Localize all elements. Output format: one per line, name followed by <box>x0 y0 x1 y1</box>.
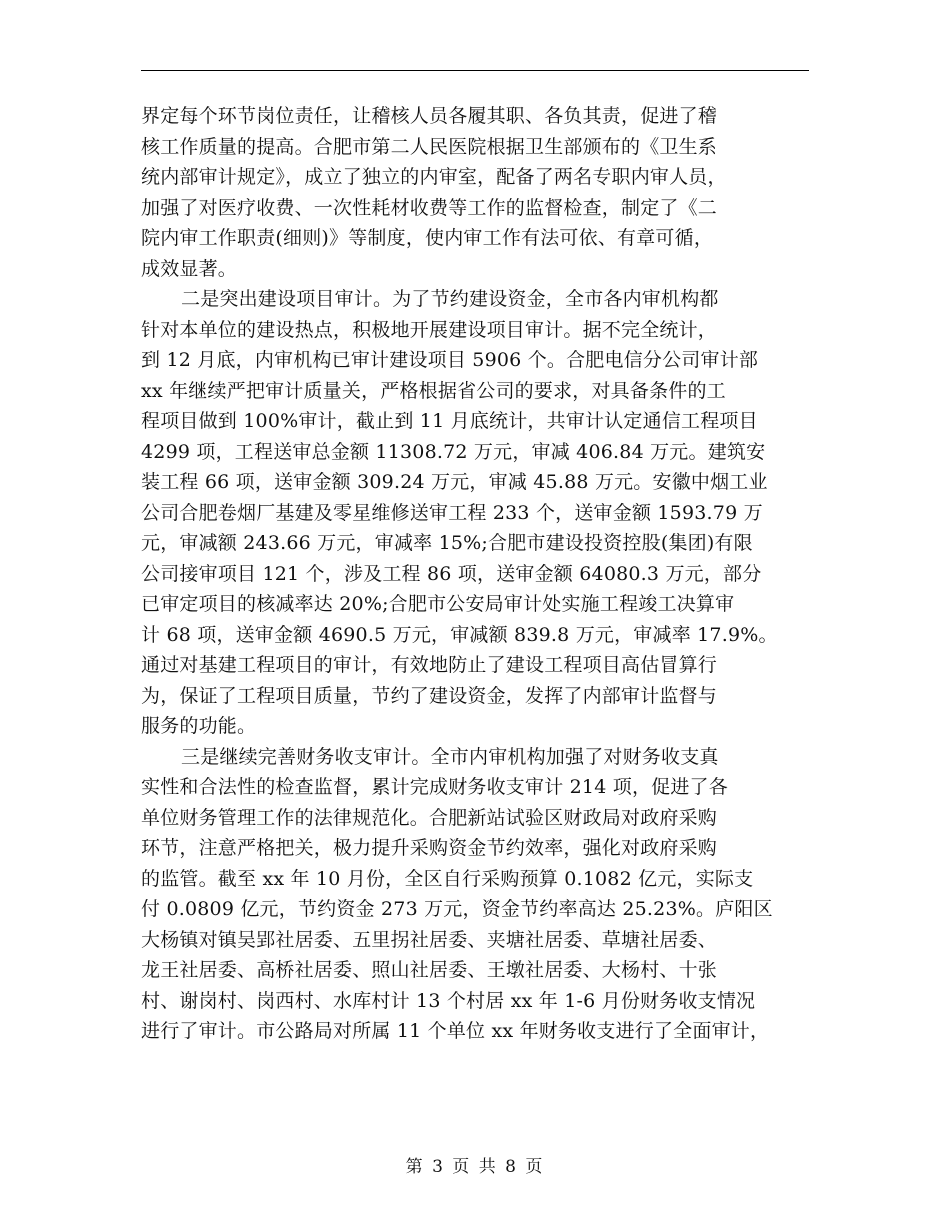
text-line: 进行了审计。市公路局对所属 11 个单位 xx 年财务收支进行了全面审计， <box>141 1020 770 1042</box>
text-line: 三是继续完善财务收支审计。全市内审机构加强了对财务收支真 <box>181 745 719 768</box>
text-line: 院内审工作职责(细则)》等制度，使内审工作有法可依、有章可循， <box>141 227 714 249</box>
header-rule <box>141 70 809 71</box>
text-line: 公司合肥卷烟厂基建及零星维修送审工程 233 个，送审金额 1593.79 万 <box>141 501 763 524</box>
text-line: 统内部审计规定》，成立了独立的内审室，配备了两名专职内审人员， <box>141 166 727 188</box>
text-line: 大杨镇对镇吴郢社居委、五里拐社居委、夹塘社居委、草塘社居委、 <box>141 928 718 951</box>
text-line: 装工程 66 项，送审金额 309.24 万元，审减 45.88 万元。安徽中烟工业 <box>141 471 768 493</box>
text-line: 界定每个环节岗位责任，让稽核人员各履其职、各负其责，促进了稽 <box>141 105 718 127</box>
text-line: 针对本单位的建设热点，积极地开展建设项目审计。据不完全统计， <box>141 318 718 341</box>
text-line: 为，保证了工程项目质量，节约了建设资金，发挥了内部审计监督与 <box>141 684 718 707</box>
text-line: 计 68 项，送审金额 4690.5 万元，审减额 839.8 万元，审减率 17.9%。 <box>141 623 778 646</box>
text-line: 村、谢岗村、岗西村、水库村计 13 个村居 xx 年 1-6 月份财务收支情况 <box>141 989 756 1012</box>
text-line: 已审定项目的核减率达 20%;合肥市公安局审计处实施工程竣工决算审 <box>141 593 735 615</box>
text-line: 4299 项，工程送审总金额 11308.72 万元，审减 406.84 万元。建筑安 <box>141 440 766 463</box>
text-line: 成效显著。 <box>141 257 238 280</box>
text-line: 服务的功能。 <box>141 715 257 737</box>
text-line: 元，审减额 243.66 万元，审减率 15%;合肥市建设投资控股(集团)有限 <box>141 532 753 554</box>
text-line: 实性和合法性的检查监督，累计完成财务收支审计 214 项，促进了各 <box>141 776 728 798</box>
text-line: 程项目做到 100%审计，截止到 11 月底统计，共审计认定通信工程项目 <box>141 410 758 432</box>
body-text <box>141 101 817 1047</box>
page-number-footer: 第 3 页 共 8 页 <box>405 1157 545 1177</box>
text-line: 环节，注意严格把关，极力提升采购资金节约效率，强化对政府采购 <box>141 837 718 859</box>
text-line: 公司接审项目 121 个，涉及工程 86 项，送审金额 64080.3 万元，部分 <box>141 562 762 585</box>
text-line: 到 12 月底，内审机构已审计建设项目 5906 个。合肥电信分公司审计部 <box>141 349 759 371</box>
text-line: 付 0.0809 亿元，节约资金 273 万元，资金节约率高达 25.23%。庐阳区 <box>141 898 773 920</box>
text-line: 单位财务管理工作的法律规范化。合肥新站试验区财政局对政府采购 <box>141 806 718 829</box>
text-line: 二是突出建设项目审计。为了节约建设资金，全市各内审机构都 <box>181 288 719 310</box>
text-line: xx 年继续严把审计质量关，严格根据省公司的要求，对具备条件的工 <box>141 379 726 402</box>
text-line: 龙王社居委、高桥社居委、照山社居委、王墩社居委、大杨村、十张 <box>141 959 718 981</box>
text-line: 加强了对医疗收费、一次性耗材收费等工作的监督检查，制定了《二 <box>141 196 718 219</box>
text-line: 的监管。截至 xx 年 10 月份，全区自行采购预算 0.1082 亿元，实际支 <box>141 867 754 890</box>
text-line: 核工作质量的提高。合肥市第二人民医院根据卫生部颁布的《卫生系 <box>141 135 718 158</box>
text-line: 通过对基建工程项目的审计，有效地防止了建设工程项目高估冒算行 <box>141 654 718 676</box>
